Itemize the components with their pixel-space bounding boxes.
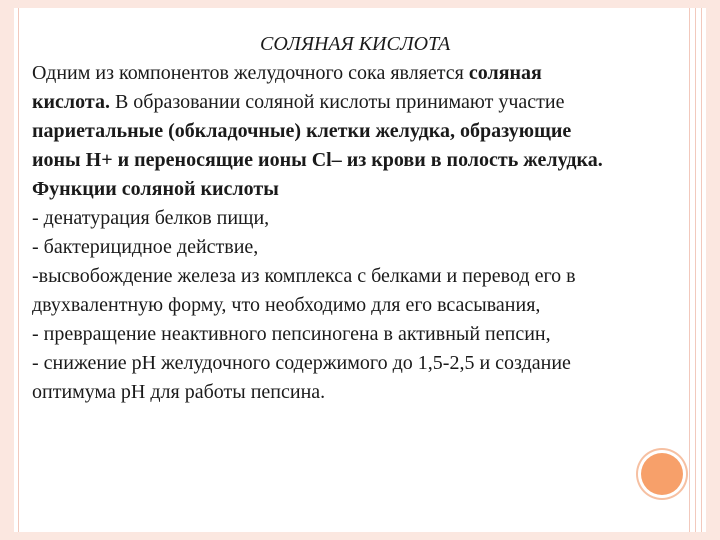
border-top xyxy=(0,0,720,8)
list-item: - бактерицидное действие, xyxy=(32,236,259,258)
list-item: -высвобождение железа из комплекса с белками и перевод его в xyxy=(32,265,576,287)
list-item: - денатурация белков пищи, xyxy=(32,207,270,229)
bold-text-line: париетальные (обкладочные) клетки желудка, образующие xyxy=(32,120,572,142)
slide-title: СОЛЯНАЯ КИСЛОТА xyxy=(260,33,451,55)
intro-bold-term: соляная xyxy=(468,62,542,84)
list-item-continued: двухвалентную форму, что необходимо для его всасывания, xyxy=(32,294,541,316)
border-bottom xyxy=(0,532,720,540)
list-item: - снижение рН желудочного содержимого до 1,5-2,5 и создание xyxy=(32,352,571,374)
text-line xyxy=(32,59,714,88)
list-item-continued: оптимума рН для работы пепсина. xyxy=(32,381,326,403)
intro-text: В образовании соляной кислоты принимают участие xyxy=(109,91,565,113)
border-left xyxy=(0,0,14,540)
functions-heading: Функции соляной кислоты xyxy=(32,178,279,200)
slide-content xyxy=(32,30,714,407)
intro-bold-term: кислота. xyxy=(32,91,110,113)
intro-text: Одним из компонентов желудочного сока является xyxy=(32,62,469,84)
bold-text-line: ионы Н+ и переносящие ионы Сl– из крови в полость желудка. xyxy=(32,149,603,171)
text-line xyxy=(32,88,714,117)
decorative-line xyxy=(18,8,19,532)
decorative-circle xyxy=(641,453,683,495)
list-item: - превращение неактивного пепсиногена в активный пепсин, xyxy=(32,323,551,345)
